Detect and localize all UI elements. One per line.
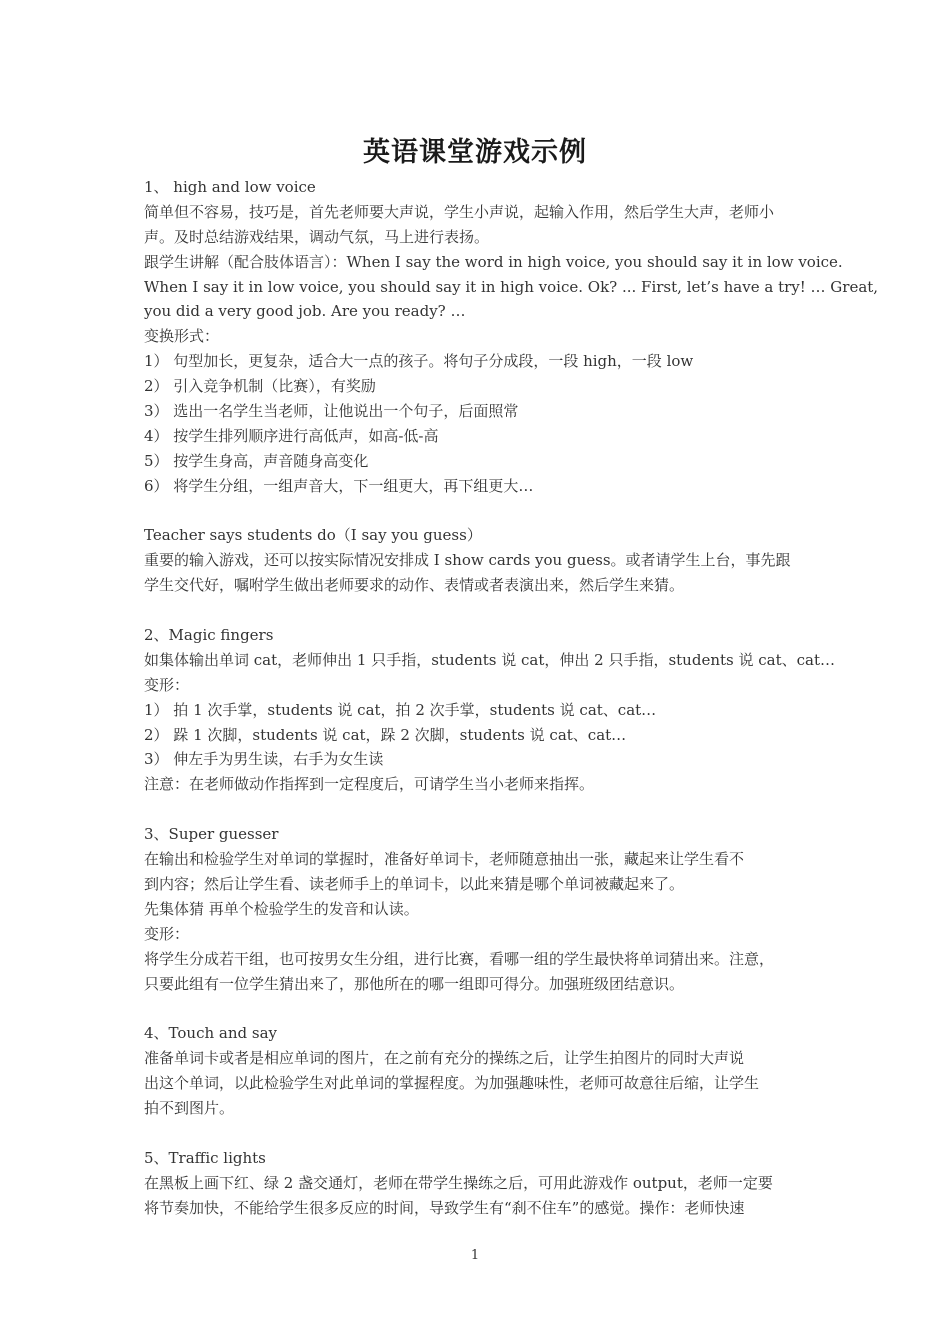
text-line: 只要此组有一位学生猜出来了，那他所在的哪一组即可得分。加强班级团结意识。: [144, 974, 685, 993]
text-line: 1、 high and low voice: [144, 178, 316, 196]
text-line: 5） 按学生身高，声音随身高变化: [144, 451, 369, 470]
text-line: 如集体输出单词 cat，老师伸出 1 只手指，students 说 cat，伸出 2 只手指，students 说 cat、cat…: [144, 650, 835, 669]
document-title: 英语课堂游戏示例: [363, 137, 587, 168]
text-line: 5、Traffic lights: [144, 1148, 266, 1167]
text-line: 将节奏加快，不能给学生很多反应的时间，导致学生有“刹不住车”的感觉。操作：老师快速: [144, 1198, 745, 1217]
blank-line: [144, 598, 810, 623]
text-line: 变形：: [144, 675, 190, 694]
text-line: 2） 引入竞争机制（比赛），有奖励: [144, 377, 376, 396]
text-line: 2） 跺 1 次脚，students 说 cat，跺 2 次脚，students 说 cat、cat…: [144, 725, 627, 744]
text-line: 1） 拍 1 次手掌，students 说 cat，拍 2 次手掌，students 说 cat、cat…: [144, 700, 657, 719]
text-line: 在黑板上画下红、绿 2 盏交通灯，老师在带学生操练之后，可用此游戏作 output，老师一定要: [144, 1173, 773, 1192]
text-line: 变换形式：: [144, 327, 220, 346]
text-line: 将学生分成若干组，也可按男女生分组，进行比赛，看哪一组的学生最快将单词猜出来。注意，: [144, 949, 775, 968]
text-line: 简单但不容易，技巧是，首先老师要大声说，学生小声说，起输入作用，然后学生大声，老师小: [144, 202, 775, 221]
page-number: 1: [470, 1248, 480, 1263]
text-line: 学生交代好，嘱咐学生做出老师要求的动作、表情或者表演出来，然后学生来猜。: [144, 576, 685, 595]
document-body: [144, 175, 879, 1220]
text-line: 先集体猜 再单个检验学生的发音和认读。: [144, 899, 419, 918]
text-line: 出这个单词，以此检验学生对此单词的掌握程度。为加强趣味性，老师可故意往后缩，让学生: [144, 1074, 760, 1093]
text-line: 3） 伸左手为男生读，右手为女生读: [144, 750, 384, 769]
blank-line: [144, 499, 810, 524]
text-line: When I say it in low voice, you should say it in high voice. Ok? ... First, let’s have a try! … Great,: [144, 277, 879, 296]
text-line: 在输出和检验学生对单词的掌握时，准备好单词卡，老师随意抽出一张，藏起来让学生看不: [144, 850, 745, 869]
text-line: 到内容；然后让学生看、读老师手上的单词卡，以此来猜是哪个单词被藏起来了。: [144, 874, 685, 893]
text-line: 声。及时总结游戏结果，调动气氛，马上进行表扬。: [144, 227, 490, 246]
blank-line: [144, 797, 810, 822]
text-line: 拍不到图片。: [144, 1098, 235, 1117]
text-line: 2、Magic fingers: [144, 626, 274, 645]
text-line: 重要的输入游戏，还可以按实际情况安排成 I show cards you guess。或者请学生上台，事先跟: [144, 551, 791, 570]
text-line: 跟学生讲解（配合肢体语言）：When I say the word in high voice, you should say it in low voice.: [144, 252, 843, 271]
text-line: 3） 选出一名学生当老师，让他说出一个句子，后面照常: [144, 402, 519, 421]
text-line: 1） 句型加长，更复杂，适合大一点的孩子。将句子分成段，一段 high，一段 low: [144, 352, 694, 371]
text-line: 4） 按学生排列顺序进行高低声，如高-低-高: [144, 426, 439, 445]
text-line: 4、Touch and say: [144, 1024, 277, 1043]
blank-line: [144, 996, 810, 1021]
text-line: 变形：: [144, 924, 190, 943]
blank-line: [144, 1121, 810, 1146]
text-line: Teacher says students do（I say you guess）: [144, 526, 482, 545]
text-line: 注意：在老师做动作指挥到一定程度后，可请学生当小老师来指挥。: [144, 775, 595, 794]
text-line: you did a very good job. Are you ready? …: [144, 302, 466, 321]
text-line: 3、Super guesser: [144, 825, 279, 844]
text-line: 6） 将学生分组，一组声音大，下一组更大，再下组更大…: [144, 476, 534, 495]
text-line: 准备单词卡或者是相应单词的图片，在之前有充分的操练之后，让学生拍图片的同时大声说: [144, 1049, 745, 1068]
